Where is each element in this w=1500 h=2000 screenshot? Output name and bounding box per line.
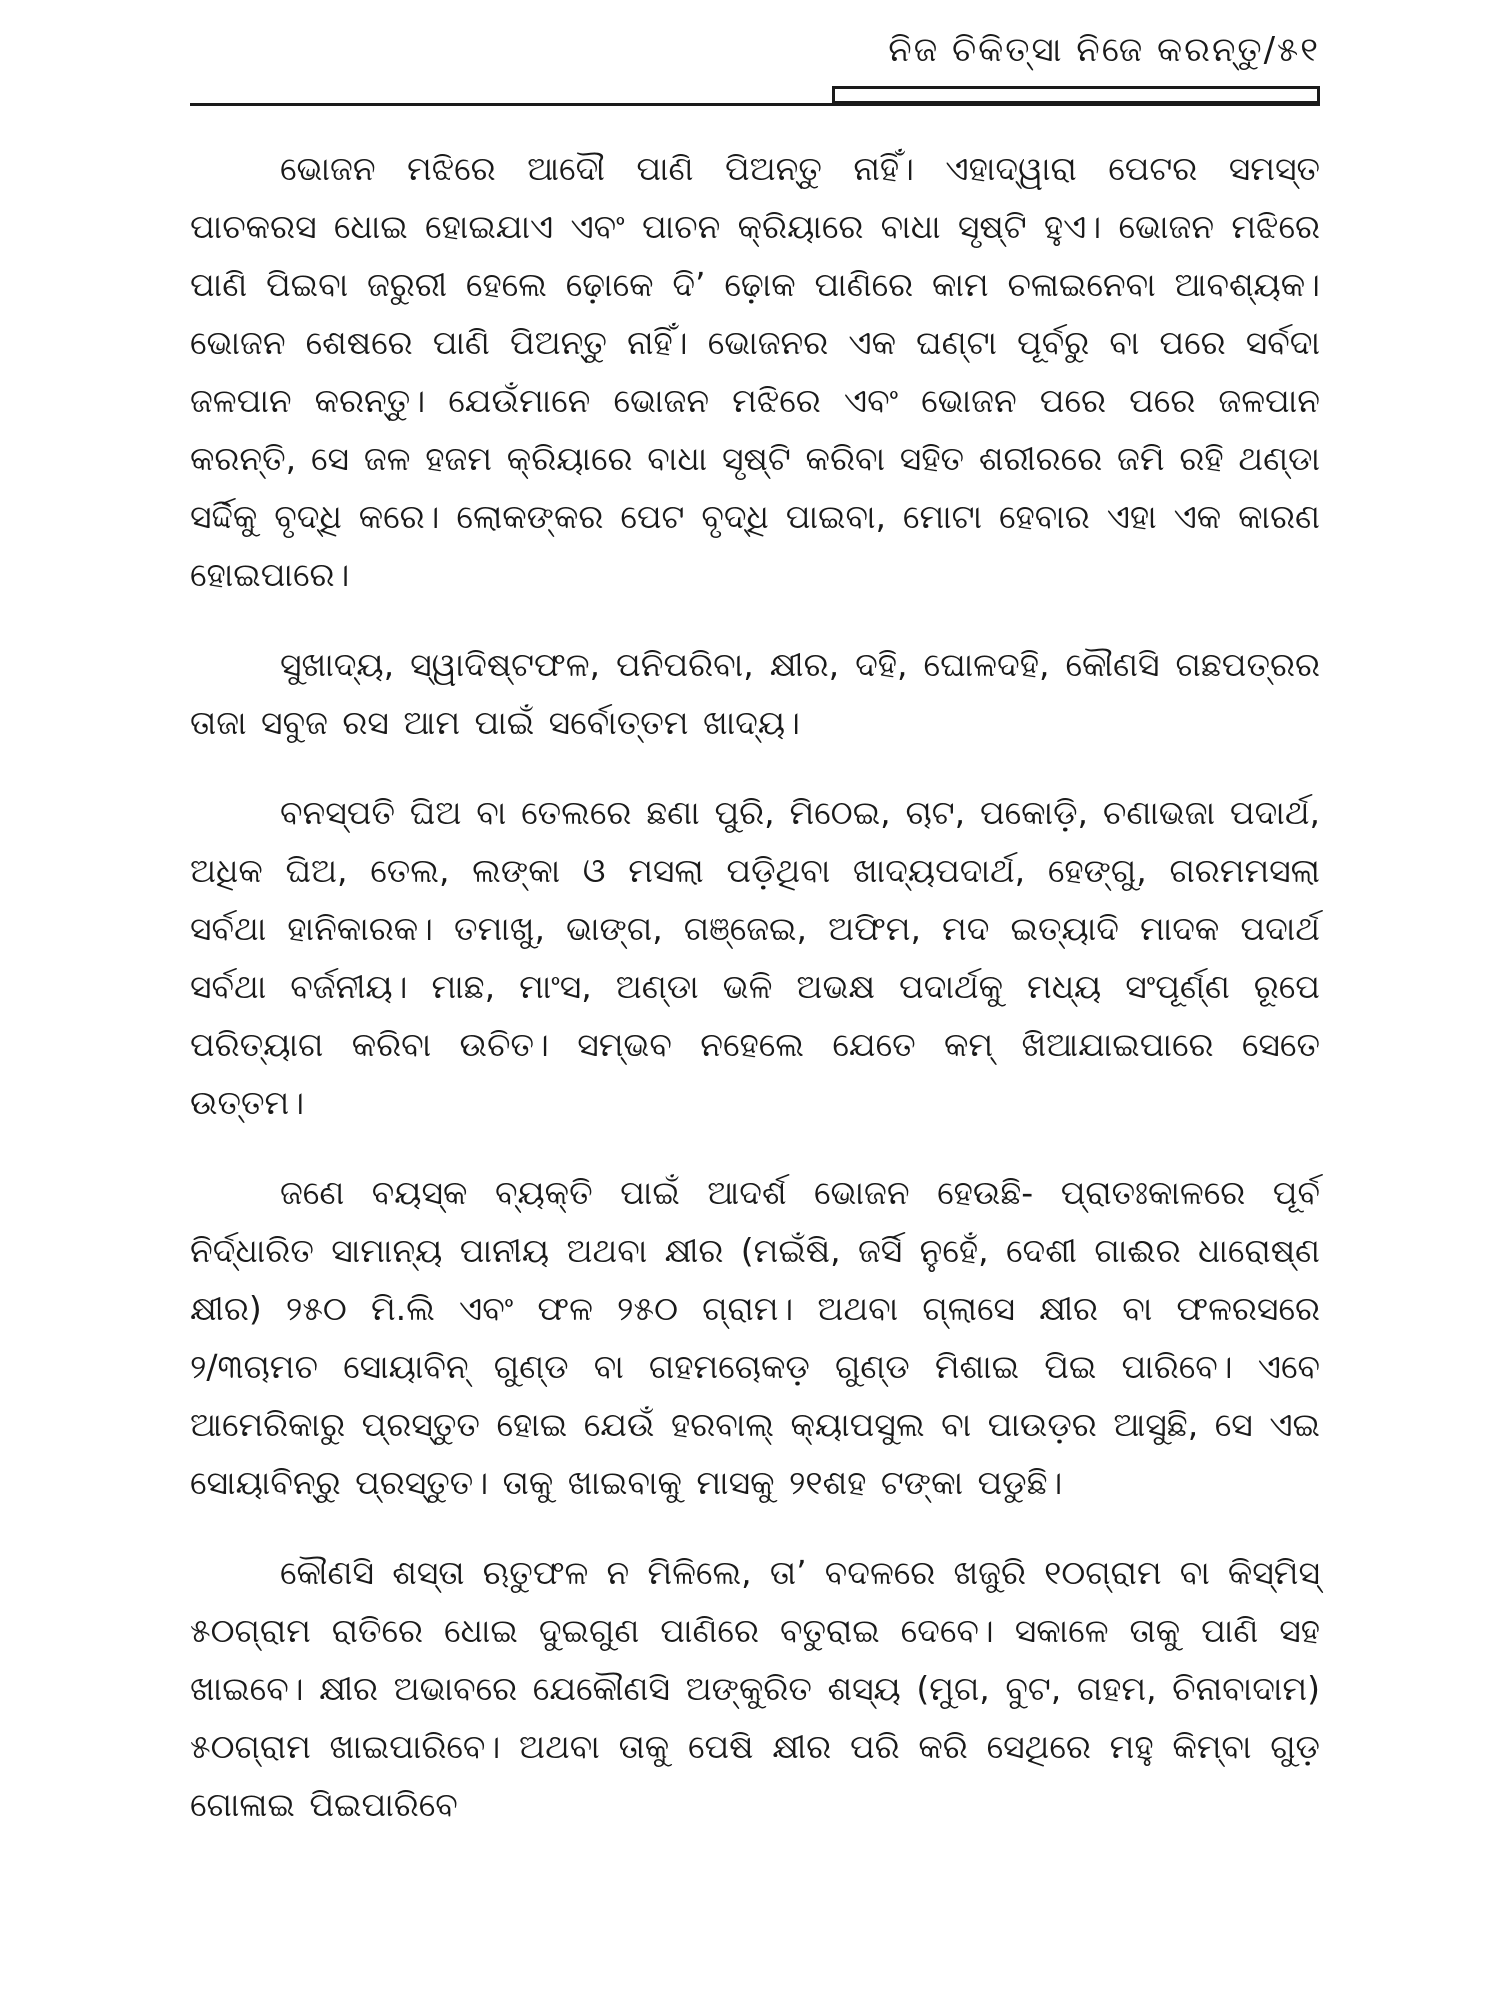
paragraph-3: ବନସ୍ପତି ଘିଅ ବା ତେଲରେ ଛଣା ପୁରି, ମିଠେଇ, ଚାଟ, ପକୋଡ଼ି, ଚଣାଭଜା ପଦାର୍ଥ, ଅଧିକ ଘିଅ, ତେଲ, ଲଙ୍କା ଓ ମସଲା ପଡ଼ିଥିବା ଖାଦ୍ୟପଦାର୍ଥ, ହେଙ୍ଗୁ, ଗରମମସଲା ସର୍ବଥା ହାନିକାରକ। ତମାଖୁ, ଭାଙ୍ଗ, ଗଞ୍ଜେଇ, ଅଫିମ, ମଦ ଇତ୍ୟାଦି ମାଦକ ପଦାର୍ଥ ସର୍ବଥା ବର୍ଜନୀୟ। ମାଛ, ମାଂସ, ଅଣ୍ଡା ଭଳି ଅଭକ୍ଷ ପଦାର୍ଥକୁ ମଧ୍ୟ ସଂପୂର୍ଣ୍ଣ ରୂପେ ପରିତ୍ୟାଗ କରିବା ଉଚିତ। ସମ୍ଭବ ନହେଲେ ଯେତେ କମ୍ ଖିଆଯାଇପାରେ ସେତେ ଉତ୍ତମ। [190,793,1320,1122]
paragraph-2: ସୁଖାଦ୍ୟ, ସ୍ୱାଦିଷ୍ଟଫଳ, ପନିପରିବା, କ୍ଷୀର, ଦହି, ଘୋଳଦହି, କୌଣସି ଗଛପତ୍ରର ତାଜା ସବୁଜ ରସ ଆମ ପାଇଁ ସର୍ବୋତ୍ତମ ଖାଦ୍ୟ। [190,645,1320,742]
running-header: ନିଜ ଚିକିତ୍ସା ନିଜେ କରନ୍ତୁ/୫୧ [888,30,1320,70]
paragraph-1: ଭୋଜନ ମଝିରେ ଆଦୌ ପାଣି ପିଅନ୍ତୁ ନାହିଁ। ଏହାଦ୍ୱାରା ପେଟର ସମସ୍ତ ପାଚକରସ ଧୋଇ ହୋଇଯାଏ ଏବଂ ପାଚନ କ୍ରିୟାରେ ବାଧା ସୃଷ୍ଟି ହୁଏ। ଭୋଜନ ମଝିରେ ପାଣି ପିଇବା ଜରୁରୀ ହେଲେ ଢ଼ୋକେ ଦି’ ଢ଼ୋକ ପାଣିରେ କାମ ଚଳାଇନେବା ଆବଶ୍ୟକ। ଭୋଜନ ଶେଷରେ ପାଣି ପିଅନ୍ତୁ ନାହିଁ। ଭୋଜନର ଏକ ଘଣ୍ଟା ପୂର୍ବରୁ ବା ପରେ ସର୍ବଦା ଜଳପାନ କରନ୍ତୁ। ଯେଉଁମାନେ ଭୋଜନ ମଝିରେ ଏବଂ ଭୋଜନ ପରେ ପରେ ଜଳପାନ କରନ୍ତି, ସେ ଜଳ ହଜମ କ୍ରିୟାରେ ବାଧା ସୃଷ୍ଟି କରିବା ସହିତ ଶରୀରରେ ଜମି ରହି ଥଣ୍ଡା ସର୍ଦ୍ଦିକୁ ବୃଦ୍ଧି କରେ। ଲୋକଙ୍କର ପେଟ ବୃଦ୍ଧି ପାଇବା, ମୋଟା ହେବାର ଏହା ଏକ କାରଣ ହୋଇପାରେ। [190,149,1320,594]
paragraph-5: କୌଣସି ଶସ୍ତା ଋତୁଫଳ ନ ମିଳିଲେ, ତା’ ବଦଳରେ ଖଜୁରି ୧୦ଗ୍ରାମ ବା କିସ୍‌ମିସ୍ ୫୦ଗ୍ରାମ ରାତିରେ ଧୋଇ ଦୁଇଗୁଣ ପାଣିରେ ବତୁରାଇ ଦେବେ। ସକାଳେ ତାକୁ ପାଣି ସହ ଖାଇବେ। କ୍ଷୀର ଅଭାବରେ ଯେକୌଣସି ଅଙ୍କୁରିତ ଶସ୍ୟ (ମୁଗ, ବୁଟ, ଗହମ, ଚିନାବାଦାମ) ୫୦ଗ୍ରାମ ଖାଇପାରିବେ। ଅଥବା ତାକୁ ପେଷି କ୍ଷୀର ପରି କରି ସେଥିରେ ମହୁ କିମ୍ବା ଗୁଡ଼ ଗୋଳାଇ ପିଇପାରିବେ [190,1553,1320,1824]
paragraph-4: ଜଣେ ବୟସ୍କ ବ୍ୟକ୍ତି ପାଇଁ ଆଦର୍ଶ ଭୋଜନ ହେଉଛି- ପ୍ରାତଃକାଳରେ ପୂର୍ବ ନିର୍ଦ୍ଧାରିତ ସାମାନ୍ୟ ପାନୀୟ ଅଥବା କ୍ଷୀର (ମଇଁଷି, ଜର୍ସି ନୁହେଁ, ଦେଶୀ ଗାଈର ଧାରୋଷ୍ଣ କ୍ଷୀର) ୨୫୦ ମି.ଲି ଏବଂ ଫଳ ୨୫୦ ଗ୍ରାମ। ଅଥବା ଗ୍ଲାସେ କ୍ଷୀର ବା ଫଳରସରେ ୨/୩ଚାମଚ ସୋୟାବିନ୍ ଗୁଣ୍ଡ ବା ଗହମଚୋକଡ଼ ଗୁଣ୍ଡ ମିଶାଇ ପିଇ ପାରିବେ। ଏବେ ଆମେରିକାରୁ ପ୍ରସ୍ତୁତ ହୋଇ ଯେଉଁ ହରବାଲ୍ କ୍ୟାପସୁଲ ବା ପାଉଡ଼ର ଆସୁଛି, ସେ ଏଇ ସୋୟାବିନ୍‌ରୁ ପ୍ରସ୍ତୁତ। ତାକୁ ଖାଇବାକୁ ମାସକୁ ୨୧ଶହ ଟଙ୍କା ପଡୁଛି। [190,1173,1320,1502]
header-rule-box [832,86,1320,104]
page-body [190,140,1320,1834]
